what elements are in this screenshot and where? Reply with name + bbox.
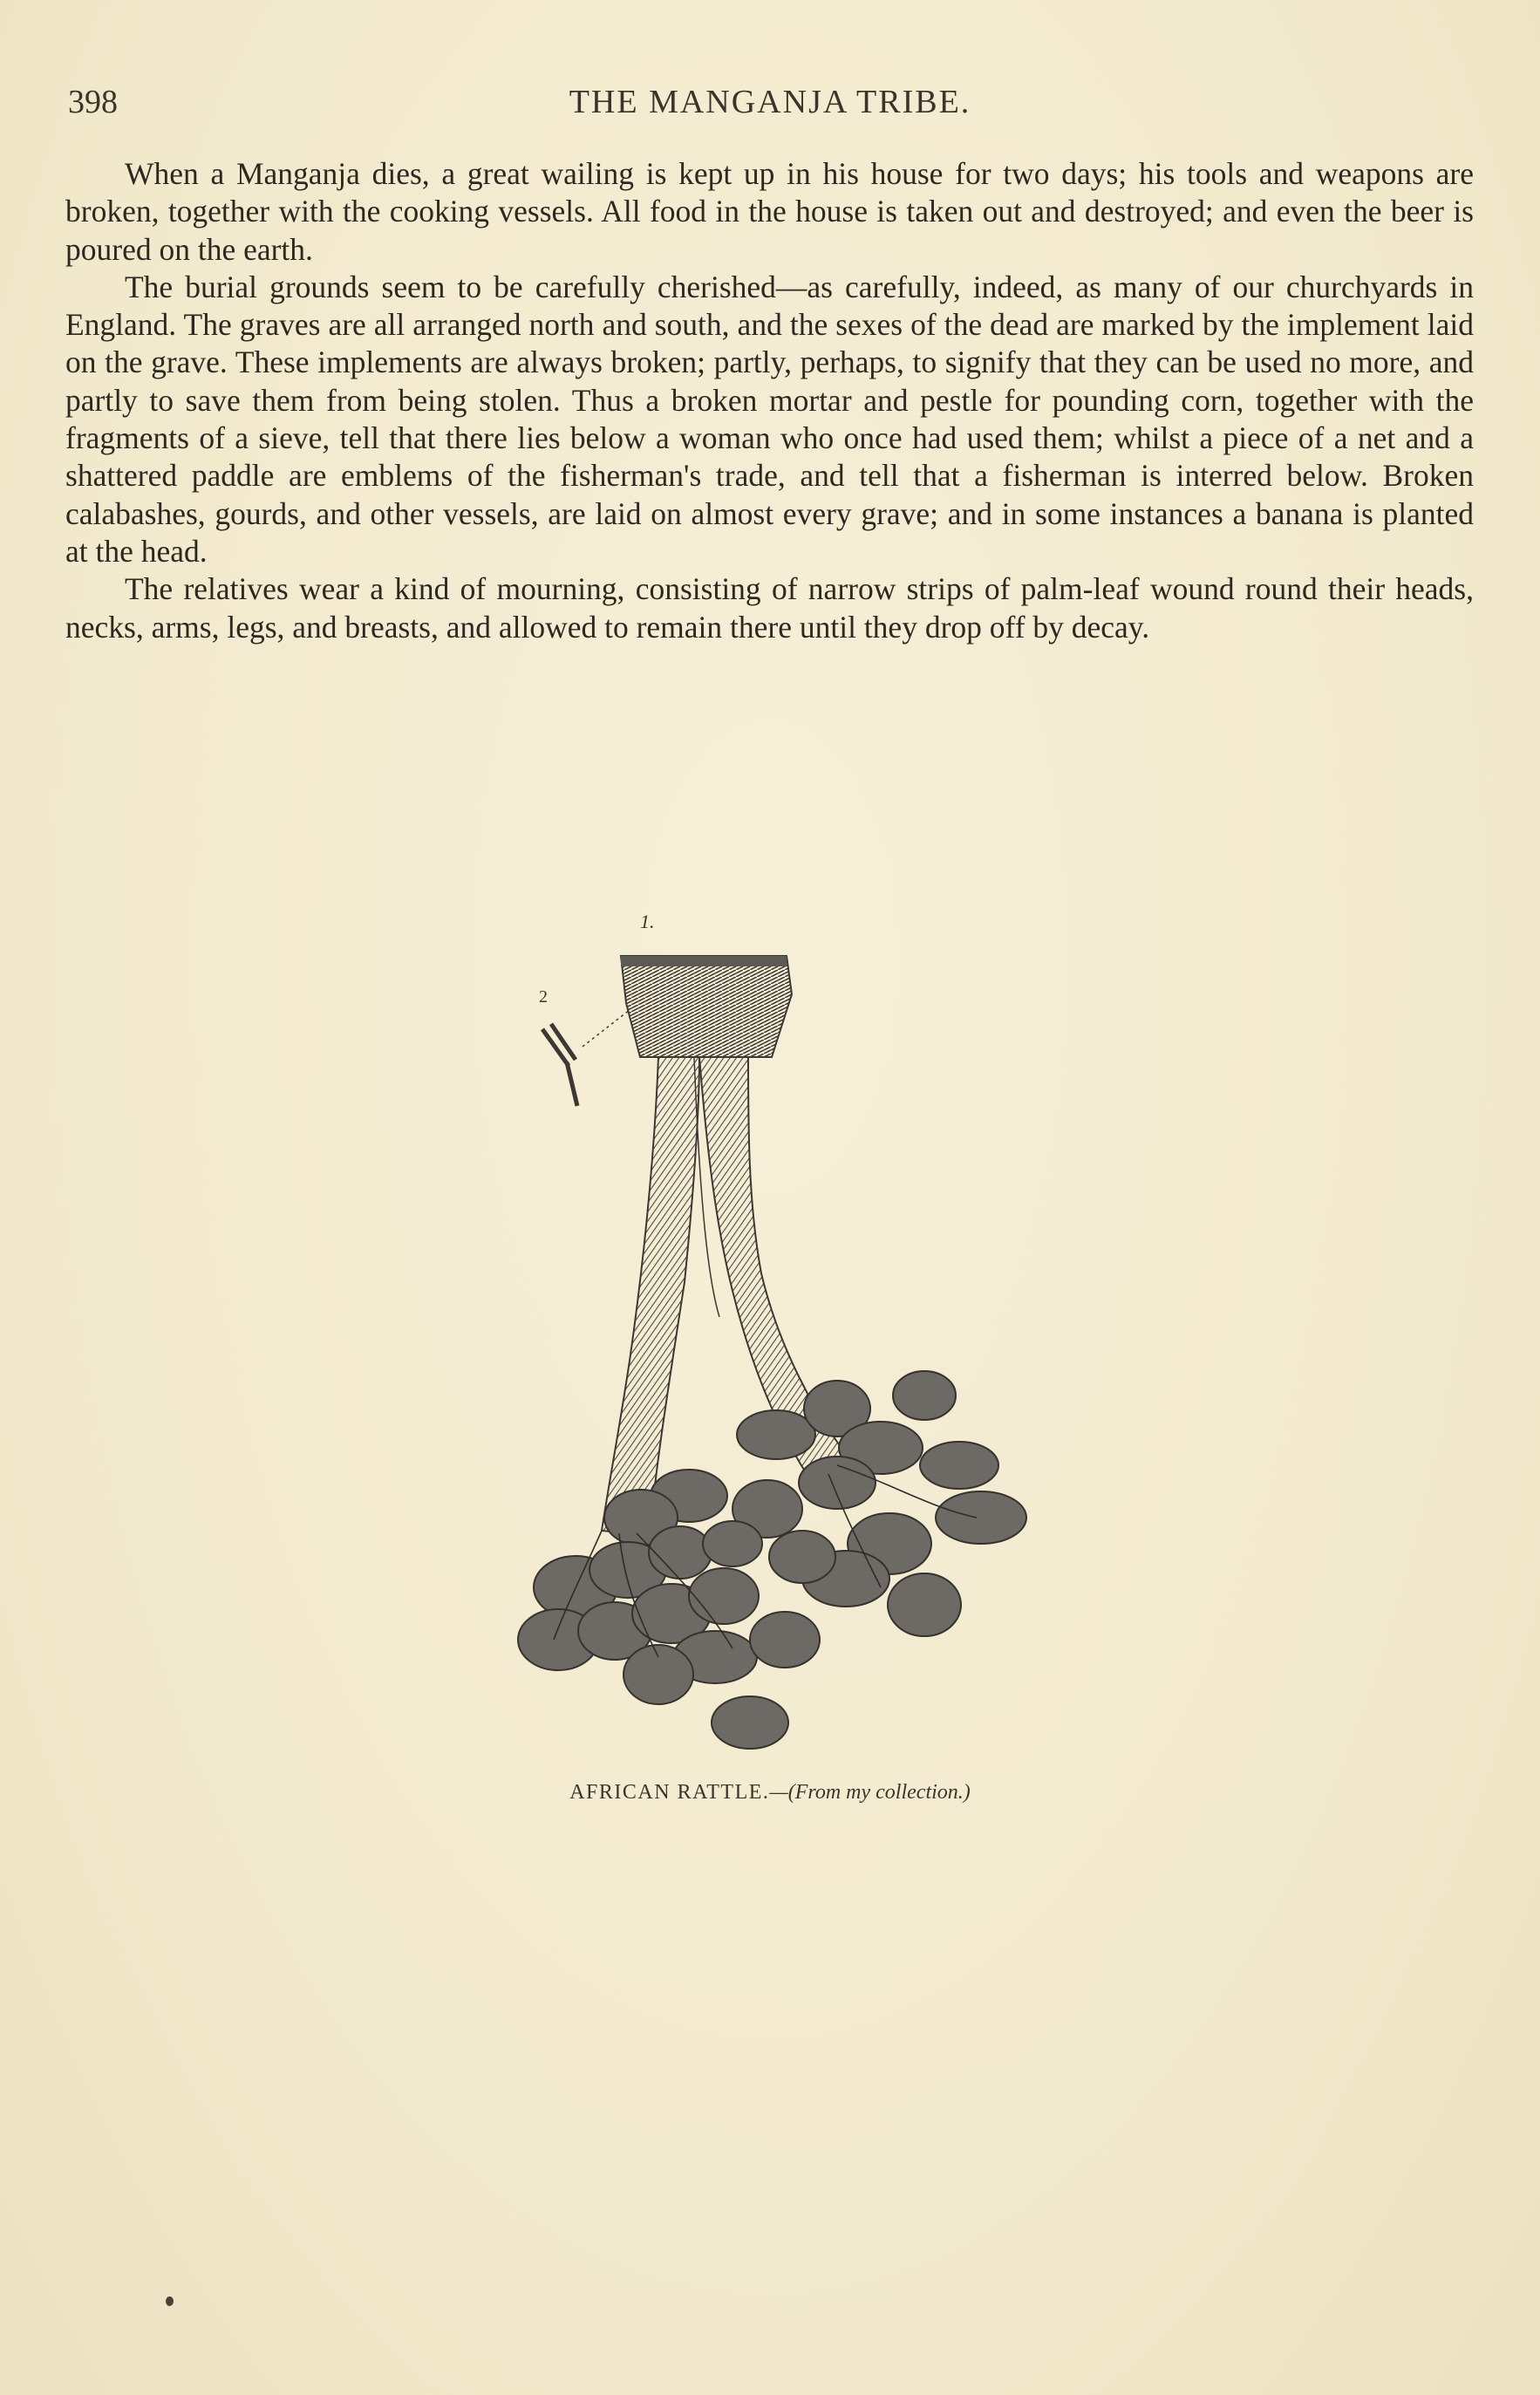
seed-pod-cluster xyxy=(518,1371,1026,1749)
caption-note: —(From my collection.) xyxy=(769,1781,971,1804)
rattle-engraving xyxy=(471,907,1064,1771)
page-number: 398 xyxy=(68,84,118,120)
figure-caption xyxy=(0,1781,1540,1805)
figure-label-2: 2 xyxy=(539,987,548,1006)
paragraph-mourning: The relatives wear a kind of mourning, consisting of narrow strips of palm-leaf wound round their heads, necks, arms, legs, and breasts, and allowed to remain there until they drop off by decay. xyxy=(65,571,1474,645)
caption-title: AFRICAN RATTLE. xyxy=(569,1781,770,1804)
chapter-title: THE MANGANJA TRIBE. xyxy=(569,84,971,120)
ink-speck xyxy=(166,2296,174,2306)
basket-handle xyxy=(602,956,855,1535)
paragraph-burial-custom: When a Manganja dies, a great wailing is kept up in his house for two days; his tools and weapons are broken, together with the cooking vessels. All food in the house is taken out and destroyed; and even the beer is poured on the earth. xyxy=(65,156,1474,267)
paragraph-burial-grounds: The burial grounds seem to be carefully cherished—as carefully, indeed, as many of our churchyards in England. The graves are all arranged north and south, and the sexes of the dead are marked by the implement laid on the grave. These implements are always broken; partly, perhaps, to signify that they can be used no more, and partly to save them from being stolen. Thus a broken mortar and pestle for pounding corn, together with the fragments of a sieve, tell that there lies below a woman who once had used them; whilst a piece of a net and a shattered paddle are emblems of the fisherman's trade, and tell that a fisherman is interred below. Broken calabashes, gourds, and other vessels, are laid on almost every grave; and in some instances a banana is planted at the head. xyxy=(65,269,1474,569)
running-head xyxy=(68,83,1472,126)
figure-label-1: 1. xyxy=(640,911,655,932)
rattle-illustration xyxy=(471,907,1064,1771)
wire-piece xyxy=(542,1010,630,1106)
body-text xyxy=(65,155,1474,646)
